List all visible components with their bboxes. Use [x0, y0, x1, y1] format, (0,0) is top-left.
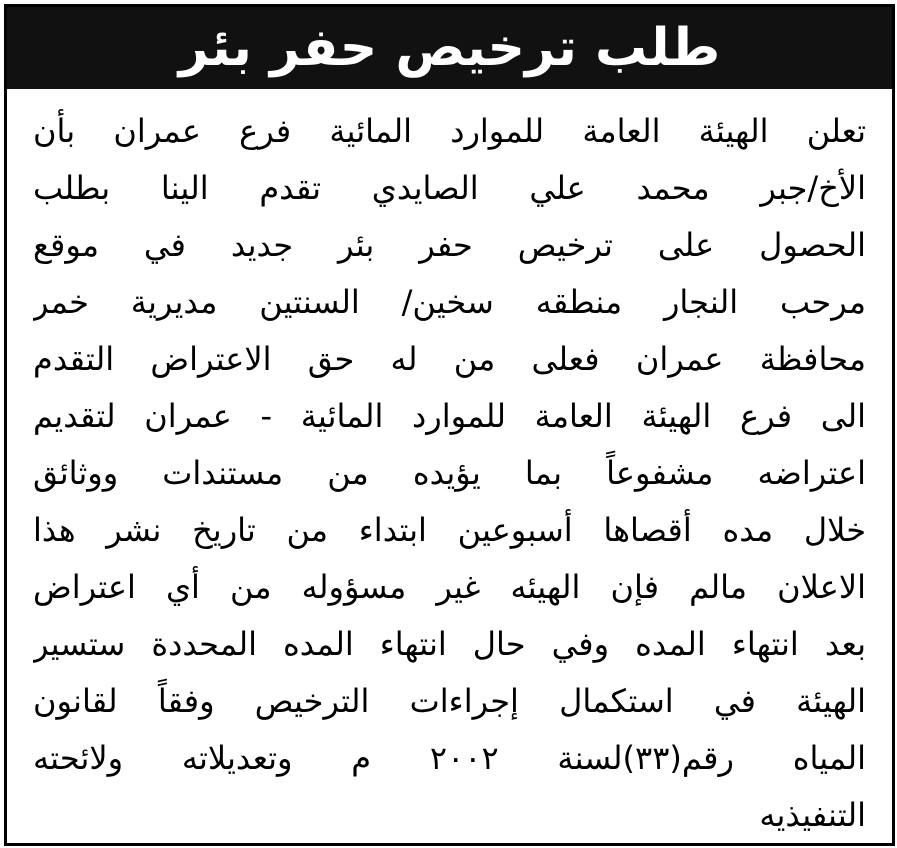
- notice-frame: [4, 4, 895, 846]
- notice-line: الاعلان مالم فإن الهيئه غير مسؤوله من أي اعتراض: [33, 568, 866, 606]
- notice-line: الى فرع الهيئة العامة للموارد المائية - عمران لتقديم: [33, 397, 866, 435]
- notice-line: محافظة عمران فعلى من له حق الاعتراض التقدم: [33, 340, 866, 378]
- notice-line: مرحب النجار منطقه سخين/ السنتين مديرية خمر: [33, 283, 866, 321]
- notice-line: الهيئة في استكمال إجراءات الترخيص وفقاً لقانون: [33, 682, 866, 720]
- notice-line: خلال مده أقصاها أسبوعين ابتداء من تاريخ نشر هذا: [33, 511, 866, 549]
- notice-line: الأخ/جبر محمد علي الصايدي تقدم الينا بطلب: [33, 169, 866, 207]
- notice-line: اعتراضه مشفوعاً بما يؤيده من مستندات ووثائق: [33, 454, 866, 492]
- notice-line: التنفيذيه: [759, 796, 866, 834]
- notice-body: [7, 89, 892, 844]
- notice-line: تعلن الهيئة العامة للموارد المائية فرع عمران بأن: [33, 112, 866, 150]
- notice-title: طلب ترخيص حفر بئر: [178, 18, 721, 78]
- notice-line: المياه رقم(٣٣)لسنة ٢٠٠٢ م وتعديلاته ولائحته: [33, 739, 866, 777]
- notice-line: الحصول على ترخيص حفر بئر جديد في موقع: [33, 226, 866, 264]
- notice-header: [7, 7, 892, 89]
- notice-line: بعد انتهاء المده وفي حال انتهاء المده المحددة ستسير: [33, 625, 866, 663]
